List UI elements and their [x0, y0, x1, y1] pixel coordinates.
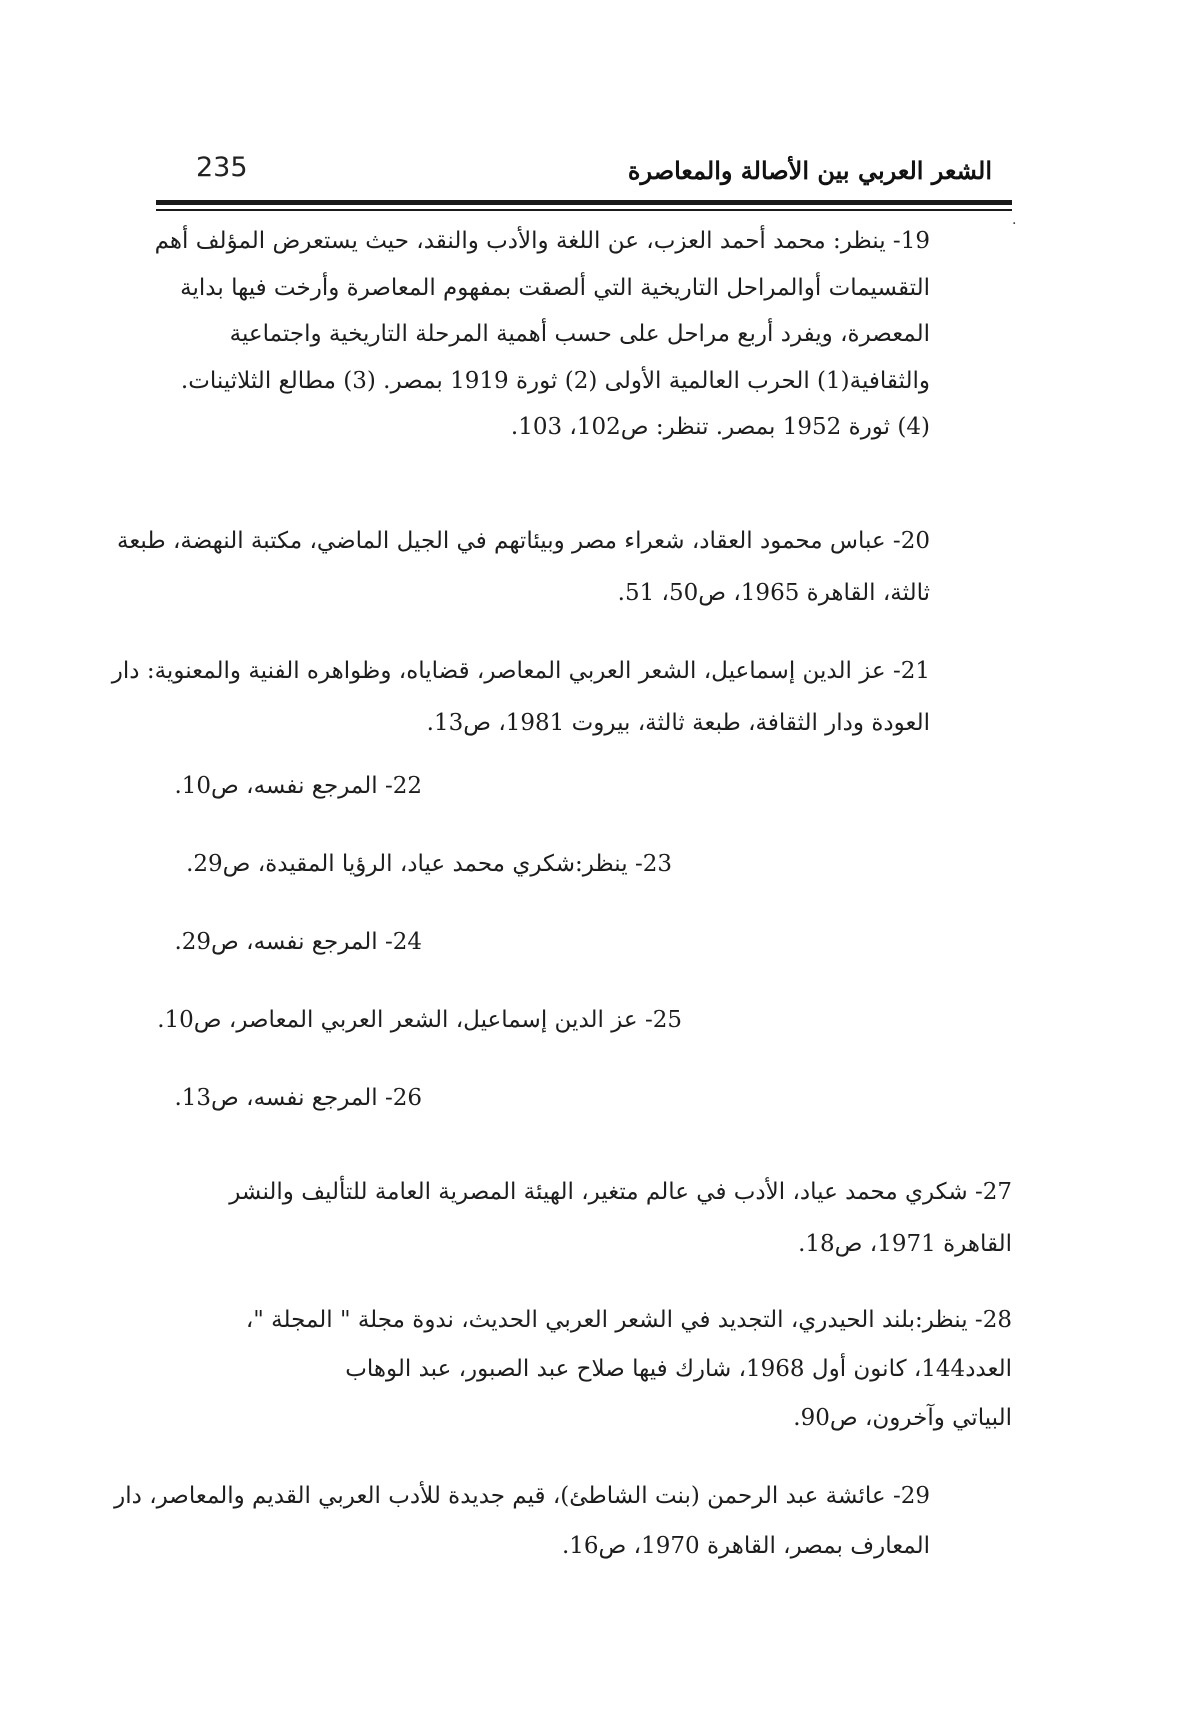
footnote-line: ثالثة، القاهرة 1965، ص50، 51. — [617, 580, 930, 606]
footnote-line: التقسيمات أوالمراحل التاريخية التي ألصقت بمفهوم المعاصرة وأرخت فيها بداية — [180, 274, 930, 301]
footnote-line: والثقافية(1) الحرب العالمية الأولى (2) ثورة 1919 بمصر. (3) مطالع الثلاثينات. — [180, 367, 930, 394]
footnote-line: العدد144، كانون أول 1968، شارك فيها صلاح عبد الصبور، عبد الوهاب — [345, 1356, 1012, 1382]
footnote-19 — [155, 218, 930, 451]
footnote-23 — [186, 851, 672, 877]
footnote-24 — [174, 929, 422, 955]
footnote-20 — [117, 515, 930, 619]
running-title: الشعر العربي بين الأصالة والمعاصرة — [627, 156, 992, 185]
footnote-line: 20- عباس محمود العقاد، شعراء مصر وبيئاتهم في الجيل الماضي، مكتبة النهضة، طبعة — [117, 528, 930, 554]
footnote-26 — [174, 1085, 422, 1111]
footnote-27 — [229, 1166, 1012, 1270]
footnote-line: 24- المرجع نفسه، ص29. — [174, 929, 422, 955]
footnote-line: البياتي وآخرون، ص90. — [793, 1405, 1012, 1431]
footnote-line: 25- عز الدين إسماعيل، الشعر العربي المعاصر، ص10. — [157, 1007, 682, 1033]
footnote-line: 26- المرجع نفسه، ص13. — [174, 1085, 422, 1111]
footnote-line: 22- المرجع نفسه، ص10. — [174, 773, 422, 799]
footnote-line: القاهرة 1971، ص18. — [798, 1231, 1012, 1257]
header-rule-thin — [156, 209, 1012, 211]
footnote-line: (4) ثورة 1952 بمصر. تنظر: ص102، 103. — [510, 414, 930, 440]
footnote-line: 29- عائشة عبد الرحمن (بنت الشاطئ)، قيم جديدة للأدب العربي القديم والمعاصر، دار — [114, 1483, 930, 1509]
footnote-29 — [114, 1471, 930, 1571]
footnote-22 — [174, 773, 422, 799]
footnote-line: العودة ودار الثقافة، طبعة ثالثة، بيروت 1981، ص13. — [426, 710, 930, 736]
page-number: 235 — [196, 152, 248, 183]
footnote-line: 23- ينظر:شكري محمد عياد، الرؤيا المقيدة، ص29. — [186, 851, 672, 877]
footnote-line: 19- ينظر: محمد أحمد العزب، عن اللغة والأدب والنقد، حيث يستعرض المؤلف أهم — [154, 228, 930, 254]
stray-dot: . — [1012, 212, 1017, 228]
footnote-line: 27- شكري محمد عياد، الأدب في عالم متغير، الهيئة المصرية العامة للتأليف والنشر — [229, 1179, 1012, 1205]
footnote-25 — [157, 1007, 682, 1033]
footnote-line: 28- ينظر:بلند الحيدري، التجديد في الشعر العربي الحديث، ندوة مجلة " المجلة "، — [245, 1307, 1012, 1333]
footnote-line: المعارف بمصر، القاهرة 1970، ص16. — [561, 1533, 930, 1559]
footnote-28 — [246, 1296, 1012, 1443]
footnote-line: 21- عز الدين إسماعيل، الشعر العربي المعاصر، قضاياه، وظواهره الفنية والمعنوية: دار — [111, 658, 930, 684]
footnote-line: المعصرة، ويفرد أربع مراحل على حسب أهمية المرحلة التاريخية واجتماعية — [229, 321, 930, 347]
header-rule-thick — [156, 200, 1012, 205]
footnote-21 — [112, 645, 930, 749]
